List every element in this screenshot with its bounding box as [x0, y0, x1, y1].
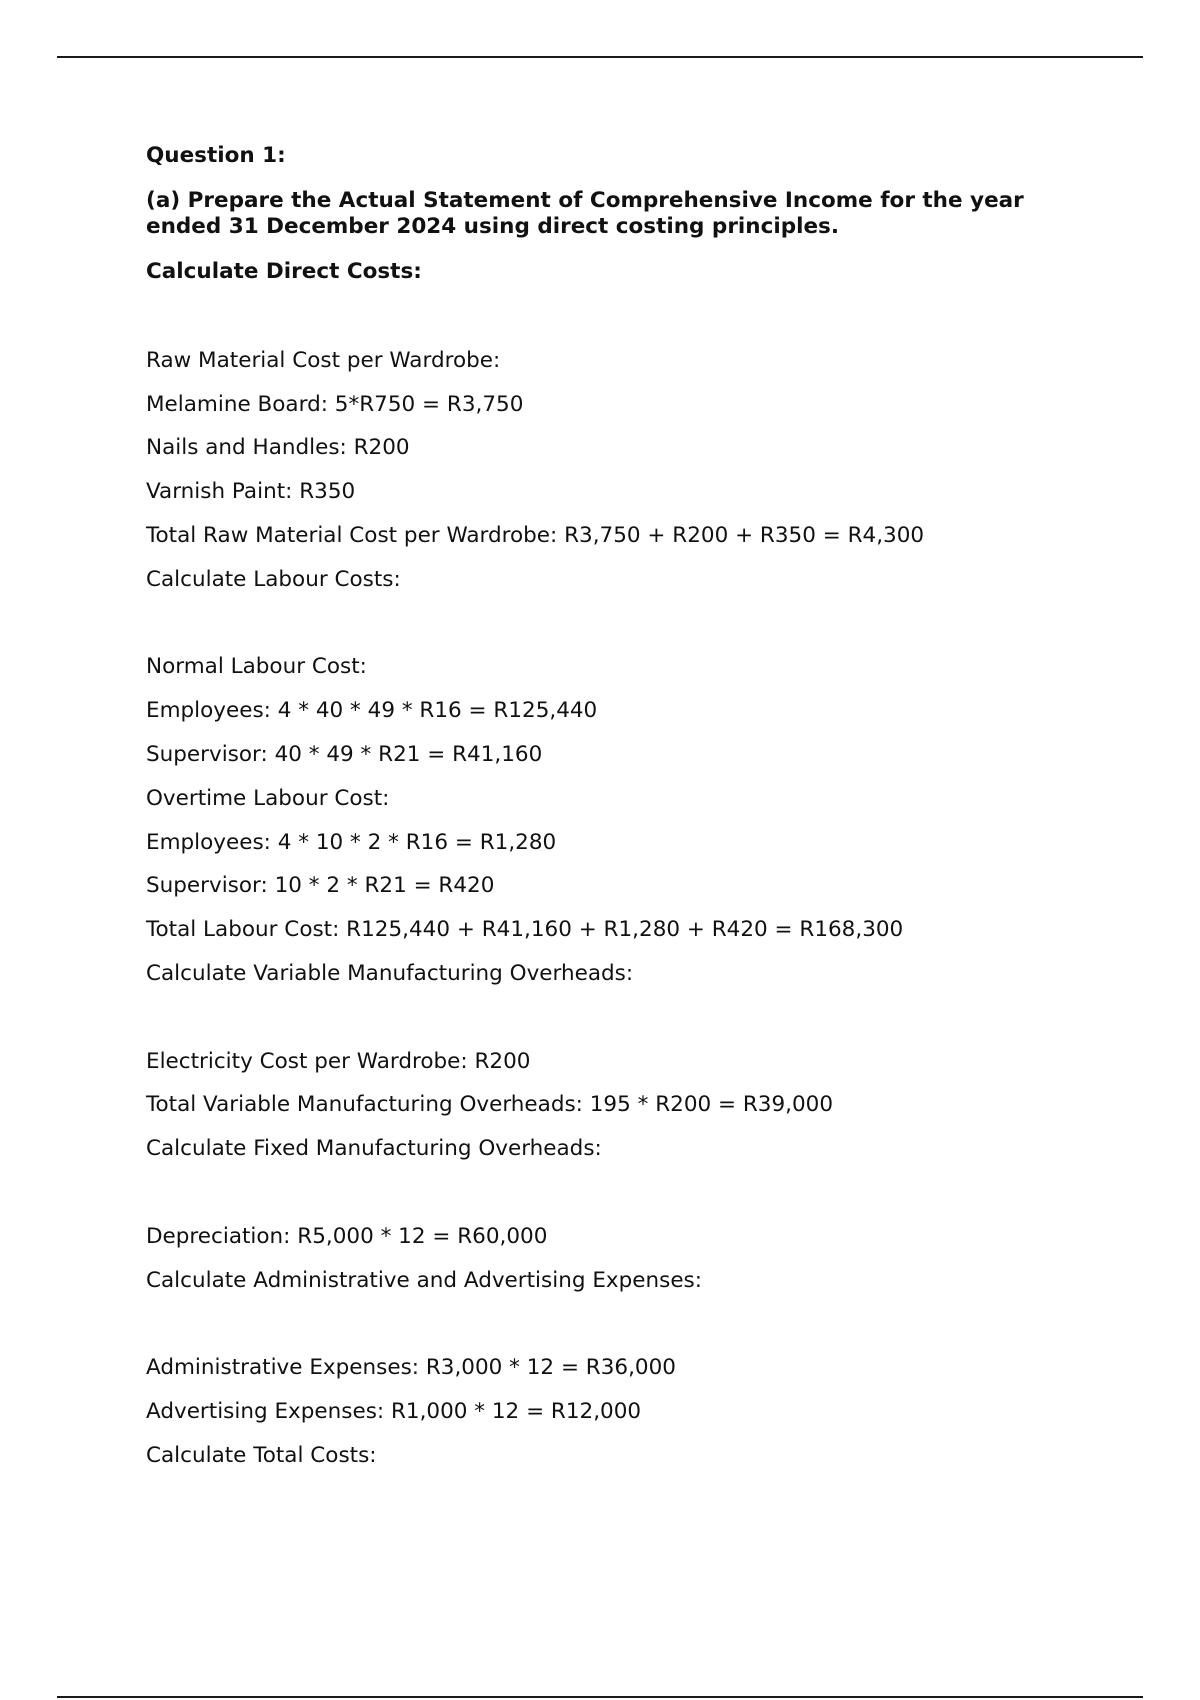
variable-overheads-heading: Calculate Variable Manufacturing Overheads: [146, 961, 634, 986]
melamine-line: Melamine Board: 5*R750 = R3,750 [146, 392, 524, 417]
overtime-employees-line: Employees: 4 * 10 * 2 * R16 = R1,280 [146, 830, 557, 855]
bottom-rule [57, 1696, 1143, 1698]
raw-material-heading: Raw Material Cost per Wardrobe: [146, 348, 501, 373]
admin-advertising-heading: Calculate Administrative and Advertising Expenses: [146, 1268, 702, 1293]
varnish-line: Varnish Paint: R350 [146, 479, 356, 504]
administrative-line: Administrative Expenses: R3,000 * 12 = R36,000 [146, 1355, 676, 1380]
raw-material-total: Total Raw Material Cost per Wardrobe: R3,750 + R200 + R350 = R4,300 [146, 523, 925, 548]
overtime-labour-heading: Overtime Labour Cost: [146, 786, 390, 811]
normal-employees-line: Employees: 4 * 40 * 49 * R16 = R125,440 [146, 698, 598, 723]
part-a-heading: (a) Prepare the Actual Statement of Comprehensive Income for the year ended 31 December 2024 using direct costing principles. [146, 188, 1024, 239]
normal-supervisor-line: Supervisor: 40 * 49 * R21 = R41,160 [146, 742, 543, 767]
question-title: Question 1: [146, 143, 286, 168]
normal-labour-heading: Normal Labour Cost: [146, 654, 367, 679]
nails-line: Nails and Handles: R200 [146, 435, 410, 460]
top-rule [57, 56, 1143, 58]
electricity-line: Electricity Cost per Wardrobe: R200 [146, 1049, 531, 1074]
total-costs-heading: Calculate Total Costs: [146, 1443, 377, 1468]
labour-total: Total Labour Cost: R125,440 + R41,160 + R1,280 + R420 = R168,300 [146, 917, 904, 942]
advertising-line: Advertising Expenses: R1,000 * 12 = R12,000 [146, 1399, 642, 1424]
labour-heading: Calculate Labour Costs: [146, 567, 401, 592]
fixed-overheads-heading: Calculate Fixed Manufacturing Overheads: [146, 1136, 602, 1161]
direct-costs-heading: Calculate Direct Costs: [146, 259, 422, 284]
overtime-supervisor-line: Supervisor: 10 * 2 * R21 = R420 [146, 873, 495, 898]
variable-overheads-total: Total Variable Manufacturing Overheads: 195 * R200 = R39,000 [146, 1092, 834, 1117]
depreciation-line: Depreciation: R5,000 * 12 = R60,000 [146, 1224, 548, 1249]
